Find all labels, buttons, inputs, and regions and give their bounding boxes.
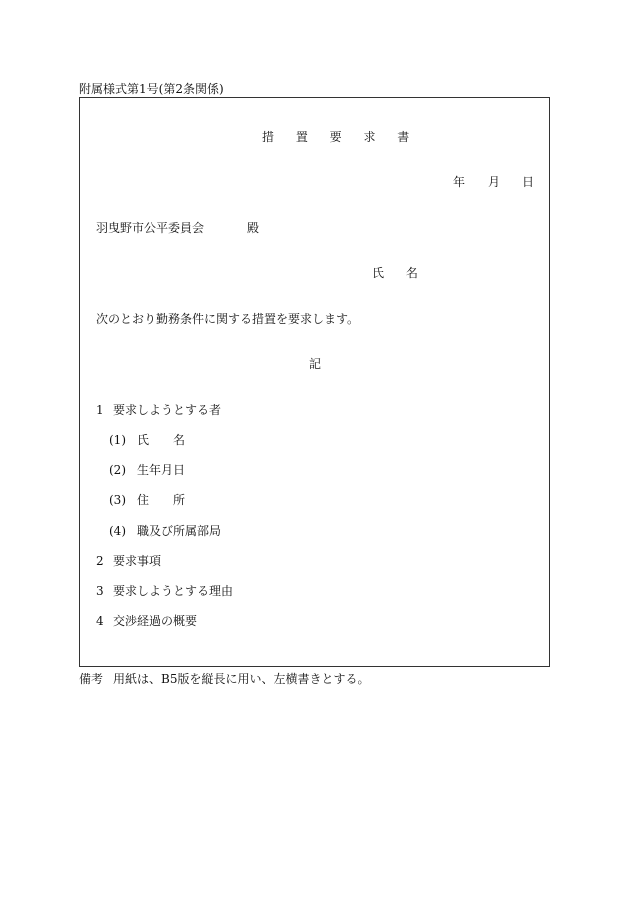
list-item: 1 要求しようとする者 [96,403,222,417]
date-year-label: 年 [453,175,466,189]
form-number: 附属様式第1号(第2条関係) [79,82,224,96]
list-item: (2) 生年月日 [109,463,186,477]
list-item: 4 交渉経過の概要 [96,614,198,628]
addressee-name: 羽曳野市公平委員会 [96,221,205,235]
list-item: 2 要求事項 [96,554,162,568]
addressee-honorific: 殿 [247,221,260,235]
date-day-label: 日 [522,175,535,189]
form-frame [79,97,550,667]
list-item: (4) 職及び所属部局 [109,524,222,538]
list-item: (3) 住 所 [109,493,186,507]
intro-text: 次のとおり勤務条件に関する措置を要求します。 [96,312,360,326]
list-item: 3 要求しようとする理由 [96,584,234,598]
list-item: (1) 氏 名 [109,433,186,447]
date-month-label: 月 [488,175,501,189]
applicant-name-label: 氏 名 [372,266,427,280]
note-text: 用紙は、B5版を縦長に用い、左横書きとする。 [113,672,370,686]
note [79,672,369,686]
document-title: 措 置 要 求 書 [262,130,419,144]
note-label: 備考 [79,672,104,686]
ki-label: 記 [309,357,322,371]
